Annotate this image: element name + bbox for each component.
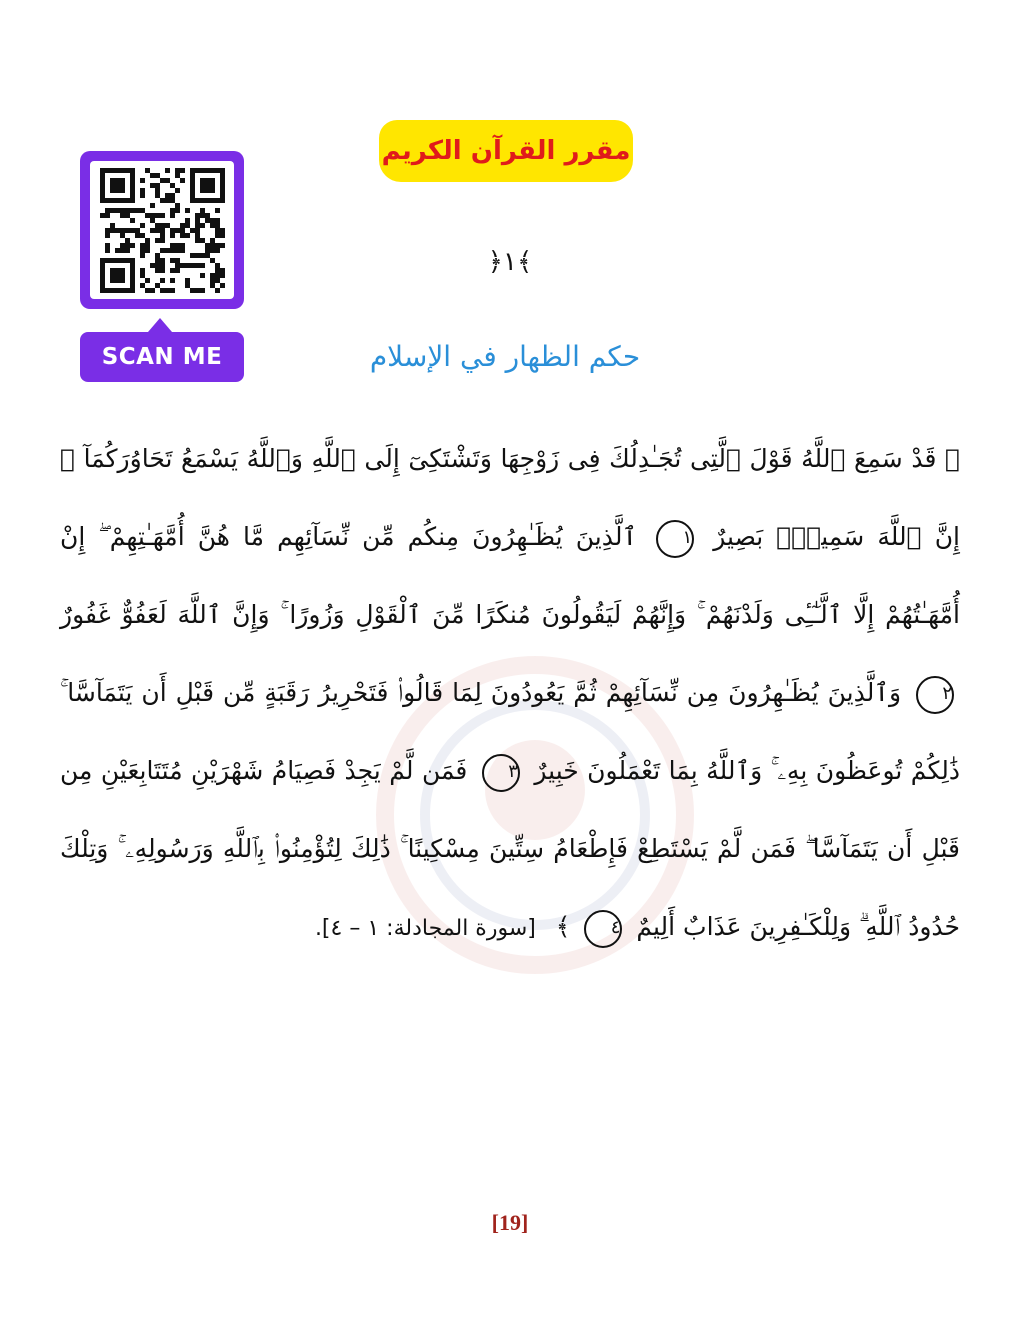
qr-module xyxy=(145,243,150,248)
qr-module xyxy=(175,243,180,248)
qr-module xyxy=(165,223,170,228)
qr-module xyxy=(180,178,185,183)
qr-module xyxy=(110,223,115,228)
qr-code-image xyxy=(90,161,234,299)
qr-module xyxy=(140,193,145,198)
qr-module xyxy=(195,263,200,268)
qr-module xyxy=(175,228,180,233)
verse-close-bracket: ﴾ xyxy=(555,912,571,941)
qr-module xyxy=(120,228,125,233)
qr-module xyxy=(135,208,140,213)
qr-module xyxy=(210,223,215,228)
qr-module xyxy=(140,243,145,248)
qr-module xyxy=(170,198,175,203)
qr-module xyxy=(215,268,220,273)
qr-module xyxy=(215,243,220,248)
quran-verses xyxy=(60,420,960,968)
qr-module xyxy=(185,263,190,268)
qr-finder-square xyxy=(110,268,125,283)
qr-module xyxy=(200,253,205,258)
qr-module xyxy=(215,233,220,238)
qr-module xyxy=(160,233,165,238)
qr-module xyxy=(150,218,155,223)
qr-module xyxy=(170,248,175,253)
qr-module xyxy=(145,238,150,243)
qr-module xyxy=(220,283,225,288)
qr-module xyxy=(215,263,220,268)
qr-module xyxy=(200,223,205,228)
qr-module xyxy=(220,233,225,238)
qr-module xyxy=(130,243,135,248)
qr-module xyxy=(155,263,160,268)
qr-module xyxy=(195,213,200,218)
qr-module xyxy=(175,173,180,178)
qr-module xyxy=(105,233,110,238)
qr-code xyxy=(90,161,234,299)
qr-module xyxy=(105,248,110,253)
lesson-number-marker: ﴿١﴾ xyxy=(487,247,533,277)
qr-module xyxy=(125,208,130,213)
qr-module xyxy=(110,208,115,213)
qr-module xyxy=(175,203,180,208)
qr-module xyxy=(105,228,110,233)
qr-module xyxy=(180,228,185,233)
qr-module xyxy=(140,233,145,238)
qr-module xyxy=(180,233,185,238)
qr-module xyxy=(100,213,105,218)
qr-module xyxy=(140,223,145,228)
qr-module xyxy=(210,273,215,278)
qr-module xyxy=(150,213,155,218)
verse-open-bracket: ﴿ xyxy=(944,444,960,473)
qr-module xyxy=(210,283,215,288)
qr-module xyxy=(165,178,170,183)
qr-module xyxy=(150,183,155,188)
qr-module xyxy=(220,273,225,278)
qr-module xyxy=(205,243,210,248)
qr-module xyxy=(190,253,195,258)
qr-module xyxy=(170,258,175,263)
qr-module xyxy=(155,228,160,233)
qr-module xyxy=(215,278,220,283)
qr-module xyxy=(160,213,165,218)
course-title: مقرر القرآن الكريم xyxy=(381,136,631,166)
qr-module xyxy=(215,223,220,228)
qr-module xyxy=(145,213,150,218)
qr-module xyxy=(140,273,145,278)
qr-module xyxy=(195,238,200,243)
qr-module xyxy=(140,253,145,258)
qr-module xyxy=(210,258,215,263)
qr-module xyxy=(195,233,200,238)
qr-module xyxy=(190,288,195,293)
qr-module xyxy=(205,218,210,223)
qr-module xyxy=(105,213,110,218)
qr-module xyxy=(215,208,220,213)
qr-module xyxy=(180,243,185,248)
qr-module xyxy=(175,188,180,193)
qr-module xyxy=(125,213,130,218)
qr-module xyxy=(145,168,150,173)
qr-module xyxy=(200,273,205,278)
course-title-banner xyxy=(379,120,633,182)
page-number: [19] xyxy=(491,1210,529,1235)
qr-module xyxy=(175,248,180,253)
qr-module xyxy=(220,268,225,273)
qr-module xyxy=(105,243,110,248)
qr-module xyxy=(165,168,170,173)
verse-text: قَدْ سَمِعَ ٱللَّهُ قَوْلَ ٱلَّتِى تُجَـٰدِلُكَ فِى زَوْجِهَا وَتَشْتَكِىٓ إِلَى ٱللَّهِ وَٱللَّهُ يَسْمَعُ تَحَاوُرَكُمَآ ۚ إِنَّ ٱللَّهَ سَمِيعٌۢ بَصِيرٌ xyxy=(60,444,960,551)
qr-module xyxy=(130,208,135,213)
qr-module xyxy=(145,288,150,293)
qr-module xyxy=(160,223,165,228)
qr-module xyxy=(180,168,185,173)
qr-module xyxy=(185,278,190,283)
qr-module xyxy=(140,188,145,193)
qr-module xyxy=(110,228,115,233)
qr-finder-square xyxy=(200,178,215,193)
qr-module xyxy=(145,248,150,253)
qr-module xyxy=(140,178,145,183)
qr-module xyxy=(185,223,190,228)
qr-module xyxy=(115,208,120,213)
qr-module xyxy=(175,263,180,268)
qr-module xyxy=(215,273,220,278)
qr-module xyxy=(105,208,110,213)
qr-module xyxy=(145,278,150,283)
qr-module xyxy=(180,263,185,268)
qr-module xyxy=(175,168,180,173)
qr-module xyxy=(170,288,175,293)
ayah-number: ٣ xyxy=(482,754,520,792)
qr-module xyxy=(200,263,205,268)
qr-module xyxy=(165,198,170,203)
qr-module xyxy=(150,173,155,178)
qr-module xyxy=(175,268,180,273)
qr-module xyxy=(200,238,205,243)
qr-finder-square xyxy=(110,178,125,193)
qr-module xyxy=(120,248,125,253)
qr-module xyxy=(185,218,190,223)
qr-module xyxy=(210,218,215,223)
qr-module xyxy=(160,268,165,273)
qr-pointer-arrow xyxy=(148,318,172,332)
qr-module xyxy=(155,193,160,198)
qr-module xyxy=(120,243,125,248)
qr-module xyxy=(150,288,155,293)
qr-code-card[interactable] xyxy=(80,151,244,309)
qr-module xyxy=(170,228,175,233)
qr-module xyxy=(115,228,120,233)
qr-module xyxy=(160,278,165,283)
qr-module xyxy=(175,258,180,263)
qr-module xyxy=(115,248,120,253)
qr-module xyxy=(160,258,165,263)
qr-module xyxy=(195,218,200,223)
qr-module xyxy=(195,228,200,233)
qr-module xyxy=(155,188,160,193)
qr-module xyxy=(155,183,160,188)
qr-module xyxy=(150,228,155,233)
qr-module xyxy=(135,233,140,238)
qr-module xyxy=(215,288,220,293)
qr-module xyxy=(205,248,210,253)
ayah-number: ١ xyxy=(656,520,694,558)
qr-module xyxy=(130,218,135,223)
qr-module xyxy=(125,248,130,253)
qr-module xyxy=(185,283,190,288)
qr-module xyxy=(215,228,220,233)
qr-module xyxy=(160,228,165,233)
qr-module xyxy=(140,283,145,288)
qr-module xyxy=(195,253,200,258)
qr-module xyxy=(170,208,175,213)
qr-module xyxy=(195,223,200,228)
qr-module xyxy=(140,208,145,213)
qr-module xyxy=(125,243,130,248)
qr-module xyxy=(120,213,125,218)
qr-module xyxy=(220,243,225,248)
qr-module xyxy=(200,288,205,293)
qr-module xyxy=(120,208,125,213)
qr-module xyxy=(190,263,195,268)
qr-module xyxy=(210,278,215,283)
qr-module xyxy=(190,228,195,233)
qr-module xyxy=(170,268,175,273)
qr-module xyxy=(210,238,215,243)
qr-module xyxy=(180,223,185,228)
qr-module xyxy=(215,218,220,223)
qr-module xyxy=(155,213,160,218)
qr-module xyxy=(160,238,165,243)
qr-module xyxy=(185,208,190,213)
ayah-number: ٢ xyxy=(916,676,954,714)
verse-text: فَمَن لَّمْ يَجِدْ فَصِيَامُ شَهْرَيْنِ مُتَتَابِعَيْنِ مِن قَبْلِ أَن يَتَمَآسَّا ۖ فَمَن لَّمْ يَسْتَطِعْ فَإِطْعَامُ سِتِّينَ مِسْكِينًا ۚ ذَٰلِكَ لِتُؤْمِنُوا۟ بِٱللَّهِ وَرَسُولِهِۦ ۚ وَتِلْكَ حُدُودُ ٱللَّهِ ۗ وَلِلْكَـٰفِرِينَ عَذَابٌ أَلِيمٌ xyxy=(60,756,960,941)
verse-text: وَٱلَّذِينَ يُظَـٰهِرُونَ مِن نِّسَآئِهِمْ ثُمَّ يَعُودُونَ لِمَا قَالُوا۟ فَتَحْرِيرُ رَقَبَةٍ مِّن قَبْلِ أَن يَتَمَآسَّا ۚ ذَٰلِكُمْ تُوعَظُونَ بِهِۦ ۚ وَٱللَّهُ بِمَا تَعْمَلُونَ خَبِيرٌ xyxy=(60,678,961,785)
qr-module xyxy=(150,203,155,208)
qr-module xyxy=(140,268,145,273)
qr-module xyxy=(165,248,170,253)
qr-module xyxy=(220,228,225,233)
scan-me-button[interactable]: SCAN ME xyxy=(80,332,244,382)
qr-module xyxy=(150,263,155,268)
qr-module xyxy=(180,248,185,253)
qr-module xyxy=(200,208,205,213)
qr-module xyxy=(170,183,175,188)
qr-module xyxy=(210,243,215,248)
qr-module xyxy=(155,253,160,258)
qr-module xyxy=(205,213,210,218)
qr-module xyxy=(125,228,130,233)
qr-module xyxy=(185,233,190,238)
qr-module xyxy=(160,248,165,253)
qr-module xyxy=(170,213,175,218)
qr-module xyxy=(120,233,125,238)
qr-module xyxy=(155,268,160,273)
qr-module xyxy=(215,248,220,253)
qr-module xyxy=(155,283,160,288)
lesson-title: حكم الظهار في الإسلام xyxy=(369,340,641,373)
qr-module xyxy=(170,193,175,198)
qr-module xyxy=(155,258,160,263)
ayah-number: ٤ xyxy=(584,910,622,948)
qr-module xyxy=(155,173,160,178)
verse-text: ٱلَّذِينَ يُظَـٰهِرُونَ مِنكُم مِّن نِّسَآئِهِم مَّا هُنَّ أُمَّهَـٰتِهِمْ ۖ إِنْ أُمَّهَـٰتُهُمْ إِلَّا ٱلَّـٰٓـِٔى وَلَدْنَهُمْ ۚ وَإِنَّهُمْ لَيَقُولُونَ مُنكَرًا مِّنَ ٱلْقَوْلِ وَزُورًا ۚ وَإِنَّ ٱللَّهَ لَعَفُوٌّ غَفُورٌ xyxy=(60,522,960,629)
qr-module xyxy=(155,238,160,243)
qr-module xyxy=(175,208,180,213)
qr-module xyxy=(160,288,165,293)
qr-module xyxy=(165,193,170,198)
qr-module xyxy=(165,288,170,293)
qr-module xyxy=(155,223,160,228)
qr-module xyxy=(195,288,200,293)
qr-module xyxy=(125,238,130,243)
qr-module xyxy=(135,228,140,233)
qr-module xyxy=(160,263,165,268)
qr-module xyxy=(205,253,210,258)
qr-module xyxy=(210,248,215,253)
qr-module xyxy=(170,233,175,238)
qr-module xyxy=(140,248,145,253)
qr-module xyxy=(130,228,135,233)
qr-module xyxy=(170,278,175,283)
qr-module xyxy=(160,198,165,203)
qr-module xyxy=(200,213,205,218)
surah-reference: [سورة المجادلة: ١ – ٤]. xyxy=(314,916,536,941)
qr-module xyxy=(170,243,175,248)
qr-module xyxy=(160,178,165,183)
